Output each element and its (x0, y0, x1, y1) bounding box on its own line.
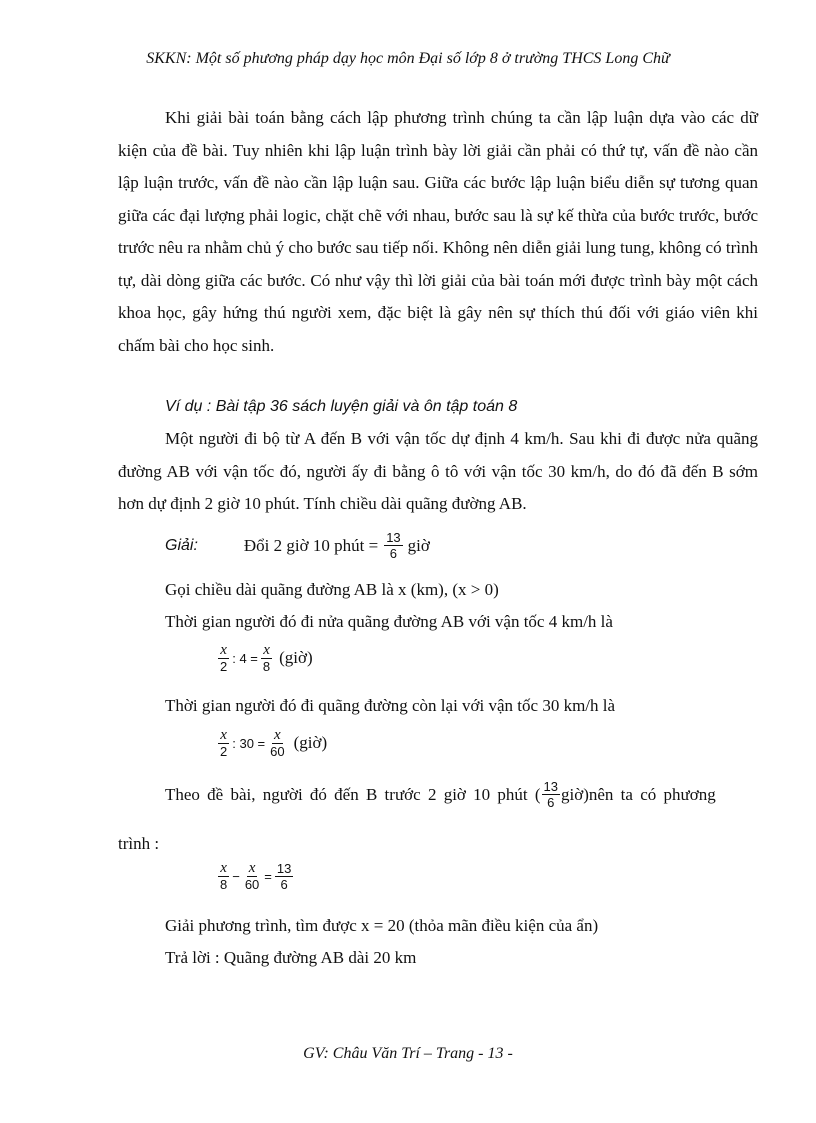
problem-statement: Một người đi bộ từ A đến B với vận tốc dự định 4 km/h. Sau khi đi được nửa quãng đường AB với vận tốc đó, người ấy đi bằng ô tô với vận tốc 30 km/h, do đó đã đến B sớm hơn dự định 2 giờ 10 phút. Tính chiều dài quãng đường AB. (118, 429, 758, 513)
eq-frac-x-60: $\frac{x}{60}$ (244, 860, 260, 892)
solution-label: Giải: (165, 536, 198, 554)
let-x-line: Gọi chiều dài quãng đường AB là x (km), (x > 0) (165, 580, 499, 599)
answer-line: Trả lời : Quãng đường AB dài 20 km (165, 948, 417, 967)
trinh-label: trình : (118, 834, 160, 853)
time2-formula: $\frac{x}{2}$ : 30 = $\frac{x}{60}$ (giờ) (220, 727, 328, 759)
theo-line (165, 779, 758, 810)
frac-x-2b: $\frac{x}{2}$ (220, 727, 228, 759)
hours-unit: giờ (407, 535, 430, 555)
time1-text: Thời gian người đó đi nửa quãng đường AB với vận tốc 4 km/h là (165, 612, 613, 631)
theo-text: Theo đề bài, người đó đến B trước 2 giờ 10 phút ( (165, 784, 541, 804)
solution-convert-line (165, 530, 430, 561)
frac-x-2: $\frac{x}{2}$ (220, 642, 228, 674)
time2-text: Thời gian người đó đi quãng đường còn lại với vận tốc 30 km/h là (165, 696, 616, 715)
intro-paragraph: Khi giải bài toán bằng cách lập phương trình chúng ta cần lập luận dựa vào các dữ kiện của đề bài. Tuy nhiên khi lập luận trình bày lời giải cần phải có thứ tự, vấn đề nào cần lập luận trước, vấn đề nào cần lập luận sau. Giữa các bước lập luận biểu diễn sự tương quan giữa các đại lượng phải logic, chặt chẽ với nhau, bước sau là sự kế thừa của bước trước, bước trước nêu ra nhằm chủ ý cho bước sau tiếp nối. Không nên diễn giải lung tung, không có trình tự, dài dòng giữa các bước. Có như vậy thì lời giải của bài toán mới được trình bày một cách khoa học, gây hứng thú người xem, đặc biệt là gây nên sự thích thú đối với giáo viên khi chấm bài cho học sinh. (118, 108, 758, 355)
equation: $\frac{x}{8}$ − $\frac{x}{60}$ = $\frac{13}{6}$ (220, 860, 292, 892)
fraction-13-6: $\frac{13}{6}$ (386, 530, 401, 561)
time1-formula: $\frac{x}{2}$ : 4 = $\frac{x}{8}$ (giờ) (220, 642, 313, 674)
convert-text: Đổi 2 giờ 10 phút = (243, 535, 379, 555)
eq-frac-13-6: $\frac{13}{6}$ (276, 860, 292, 892)
frac-x-60: $\frac{x}{60}$ (270, 727, 285, 759)
example-title: Ví dụ : Bài tập 36 sách luyện giải và ôn tập toán 8 (165, 398, 518, 415)
eq-frac-x-8: $\frac{x}{8}$ (220, 860, 228, 892)
solve-line: Giải phương trình, tìm được x = 20 (thỏa mãn điều kiện của ẩn) (165, 916, 599, 935)
fraction-13-6b: $\frac{13}{6}$ (543, 779, 559, 810)
theo-unit: giờ)nên ta có phương (561, 784, 716, 804)
page-footer: GV: Châu Văn Trí – Trang - 13 - (303, 1045, 513, 1062)
page-header: SKKN: Một số phương pháp dạy học môn Đại số lớp 8 ở trường THCS Long Chữ (146, 50, 670, 67)
frac-x-8: $\frac{x}{8}$ (262, 642, 271, 674)
